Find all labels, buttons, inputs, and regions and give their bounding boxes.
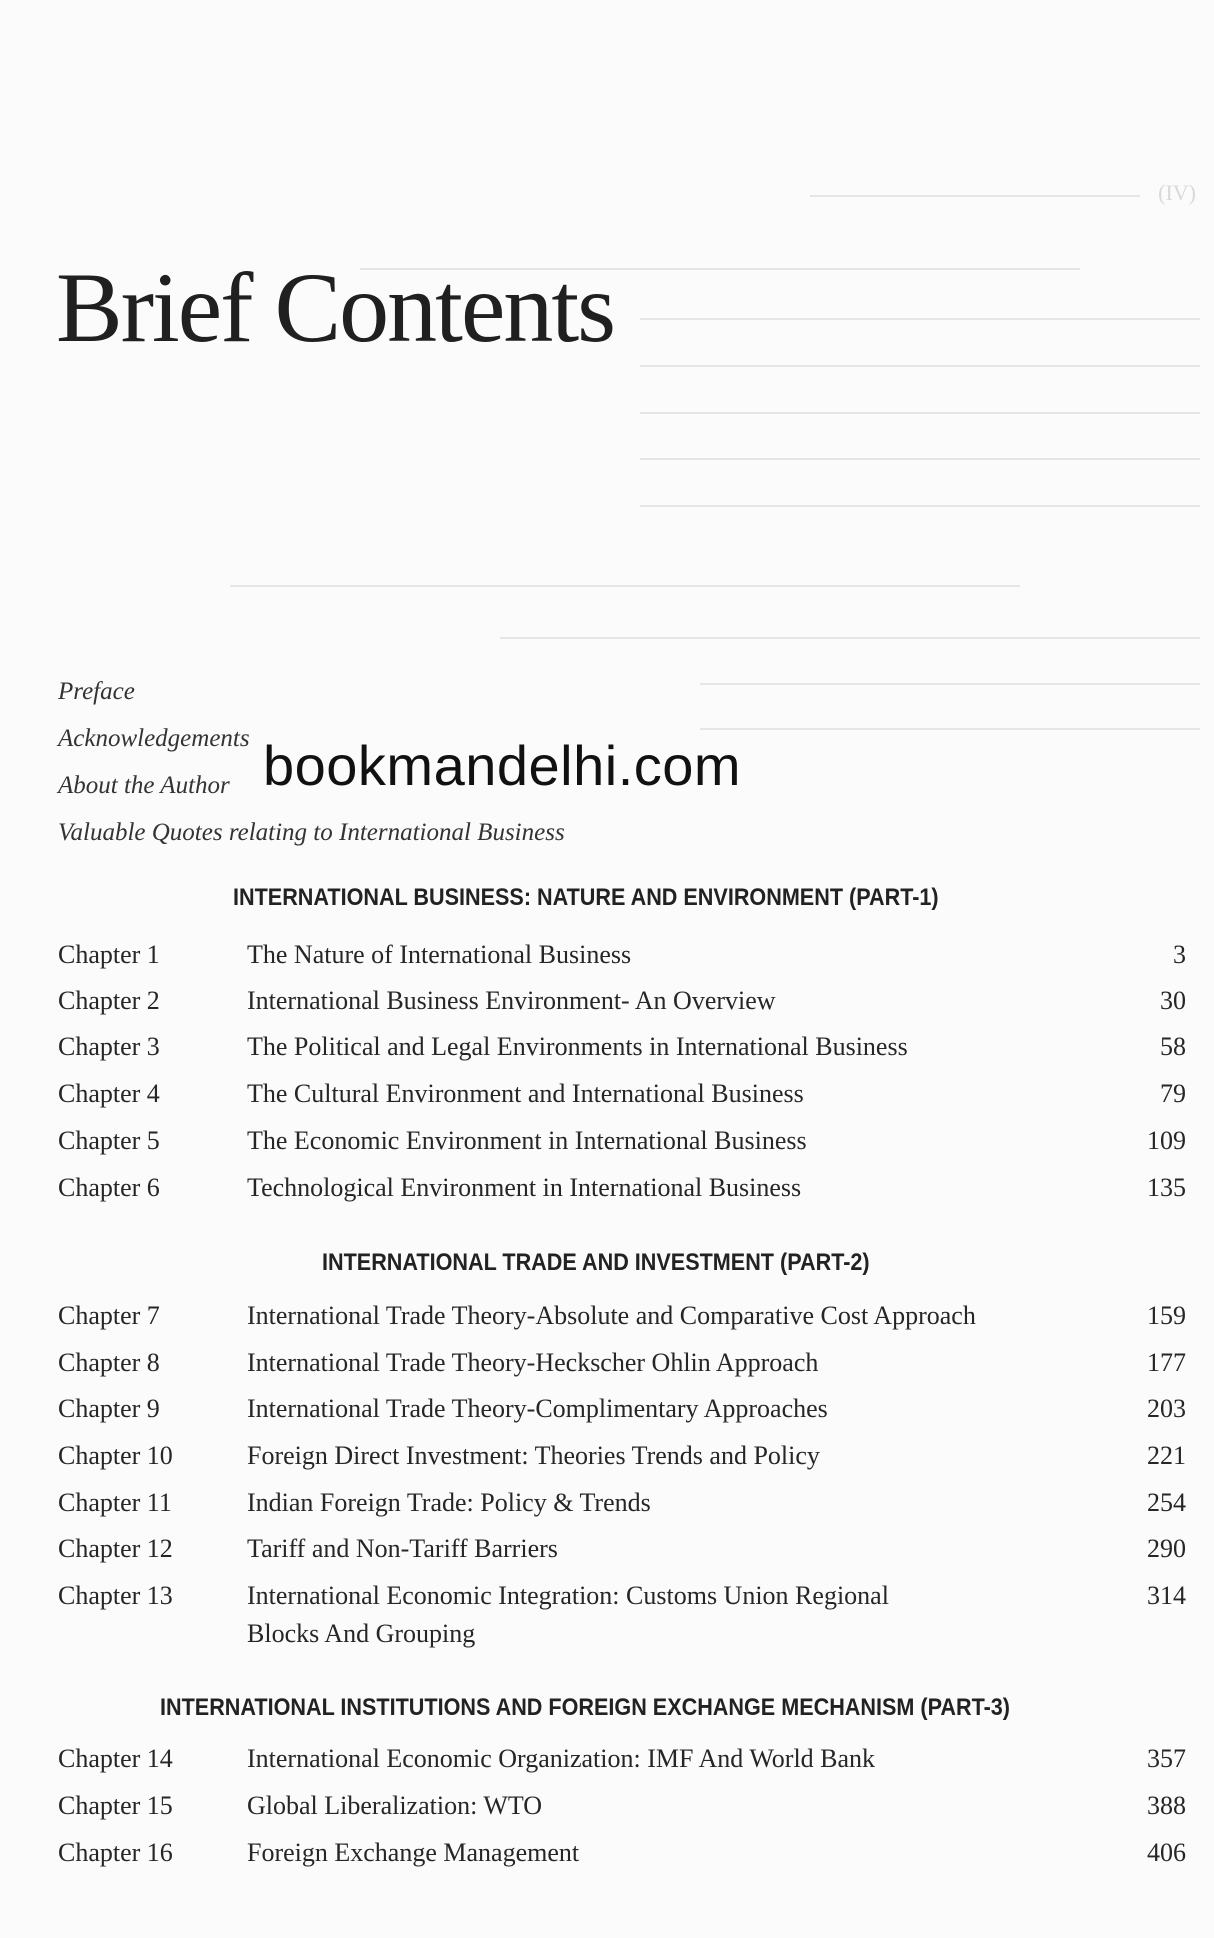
watermark: bookmandelhi.com	[263, 734, 742, 797]
chapter-page: 177	[1147, 1348, 1186, 1377]
chapter-label: Chapter 7	[58, 1301, 160, 1330]
chapter-label: Chapter 3	[58, 1032, 160, 1061]
chapter-label: Chapter 1	[58, 940, 160, 969]
chapter-label: Chapter 10	[58, 1441, 173, 1470]
chapter-label: Chapter 2	[58, 986, 160, 1015]
chapter-label: Chapter 5	[58, 1126, 160, 1155]
chapter-title: Tariff and Non-Tariff Barriers	[247, 1534, 558, 1563]
chapter-label: Chapter 13	[58, 1581, 173, 1610]
part-heading-text: INTERNATIONAL BUSINESS: NATURE AND ENVIRONMENT (PART-1)	[233, 884, 939, 911]
chapter-label: Chapter 14	[58, 1744, 173, 1773]
bleed-through-line	[500, 637, 1200, 639]
chapter-page: 79	[1160, 1079, 1186, 1108]
bleed-through-line	[700, 683, 1200, 685]
chapter-label: Chapter 16	[58, 1838, 173, 1867]
chapter-page: 135	[1147, 1173, 1186, 1202]
chapter-page: 254	[1147, 1488, 1186, 1517]
bleed-through-line	[640, 412, 1200, 414]
chapter-page: 159	[1147, 1301, 1186, 1330]
bleed-through-line	[700, 728, 1200, 730]
bleed-through-page-number: (IV)	[1158, 180, 1196, 205]
chapter-title: International Business Environment- An Overview	[247, 986, 776, 1015]
chapter-label: Chapter 9	[58, 1394, 160, 1423]
chapter-label: Chapter 4	[58, 1079, 160, 1108]
chapter-title: The Economic Environment in International Business	[247, 1126, 807, 1155]
chapter-page: 109	[1147, 1126, 1186, 1155]
page-title: Brief Contents	[56, 252, 615, 363]
chapter-label: Chapter 6	[58, 1173, 160, 1202]
part-heading-text: INTERNATIONAL INSTITUTIONS AND FOREIGN EXCHANGE MECHANISM (PART-3)	[160, 1694, 1011, 1721]
chapter-title: International Economic Integration: Customs Union Regional Blocks And Grouping	[247, 1581, 889, 1648]
chapter-title: The Political and Legal Environments in International Business	[247, 1032, 908, 1061]
chapter-title: International Economic Organization: IMF And World Bank	[247, 1744, 876, 1773]
chapter-page: 58	[1160, 1032, 1186, 1061]
chapter-label: Chapter 11	[58, 1488, 172, 1517]
chapter-title: Foreign Direct Investment: Theories Trends and Policy	[247, 1441, 820, 1470]
bleed-through-line	[640, 505, 1200, 507]
chapter-page: 30	[1160, 986, 1186, 1015]
chapter-title: The Cultural Environment and International Business	[247, 1079, 804, 1108]
chapter-title: Global Liberalization: WTO	[247, 1791, 543, 1820]
part-heading-text: INTERNATIONAL TRADE AND INVESTMENT (PART-2)	[322, 1249, 870, 1276]
chapter-title: International Trade Theory-Complimentary Approaches	[247, 1394, 828, 1423]
chapter-page: 357	[1147, 1744, 1186, 1773]
chapter-label: Chapter 15	[58, 1791, 173, 1820]
chapter-title: Indian Foreign Trade: Policy & Trends	[247, 1488, 651, 1517]
chapter-label: Chapter 12	[58, 1534, 173, 1563]
bleed-through-line	[810, 195, 1140, 197]
bleed-through-line	[230, 585, 1020, 587]
bleed-through-line	[640, 318, 1200, 320]
chapter-label: Chapter 8	[58, 1348, 160, 1377]
chapter-page: 314	[1147, 1581, 1186, 1610]
chapter-title: International Trade Theory-Absolute and Comparative Cost Approach	[247, 1301, 976, 1330]
chapter-title: Foreign Exchange Management	[247, 1838, 580, 1867]
chapter-title: The Nature of International Business	[247, 940, 632, 969]
front-matter-item: Valuable Quotes relating to International Business	[58, 819, 565, 846]
chapter-title: International Trade Theory-Heckscher Ohlin Approach	[247, 1348, 819, 1377]
chapter-page: 290	[1147, 1534, 1186, 1563]
chapter-page: 406	[1147, 1838, 1186, 1867]
chapter-page: 221	[1147, 1441, 1186, 1470]
bleed-through-line	[640, 365, 1200, 367]
chapter-page: 3	[1173, 940, 1186, 969]
front-matter-item: Preface	[58, 678, 135, 705]
chapter-title: Technological Environment in International Business	[247, 1173, 802, 1202]
bleed-through-line	[640, 458, 1200, 460]
chapter-page: 388	[1147, 1791, 1186, 1820]
front-matter-item: About the Author	[58, 772, 230, 799]
front-matter-item: Acknowledgements	[58, 725, 250, 752]
chapter-page: 203	[1147, 1394, 1186, 1423]
